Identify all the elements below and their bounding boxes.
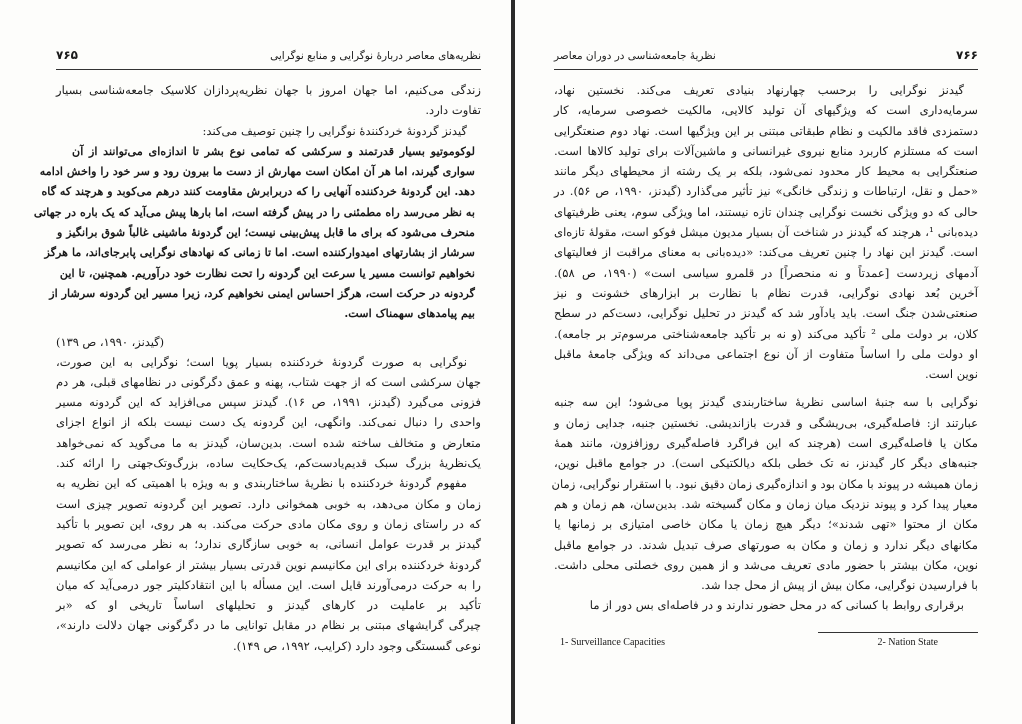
- text-line: «حمل و نقل، ارتباطات و زندگی خانگی» نیز تأثیر می‌گذارد (گیدنز، ۱۹۹۰، ص ۵۶). در: [554, 184, 978, 199]
- left-page-header: [56, 48, 481, 70]
- text-line: او دولت ملی را اساساً متفاوت از آن نوع اجتماعی می‌داند که ویژگی جامعهٔ ماقبل: [554, 346, 978, 361]
- text-line: زندگی می‌کنیم، اما جهان امروز با جهان نظریه‌پردازان کلاسیک جامعه‌شناسی بسیار: [56, 83, 481, 97]
- left-body-text: [56, 352, 481, 656]
- text-line: آخرین بُعد نهادی نوگرایی، قدرت نظام با نظارت بر ابزارهای خشونت و نیز: [554, 285, 978, 300]
- text-line: جنبه‌های دیگر کار گیدنز، نه تک خطی بلکه دیالکتیکی است). در جوامع ماقبل نوین،: [554, 456, 978, 471]
- text-line: فزونی می‌گیرد (گیدنز، ۱۹۹۱، ص ۱۶). گیدنز سپس می‌افزاید که این گردونه مسیر: [56, 395, 481, 410]
- text-line: چیرگی گرایشهای مبتنی بر نظام در مقابل توانایی ما در دگرگونی جهان دلالت دارند»،: [56, 618, 481, 633]
- text-line: زمان همیشه در پیوند با مکان بود و اندازه‌گیری زمان دقیق نبود. با استقرار نوگرایی، زمان: [551, 476, 978, 491]
- text-line: جهان سرکشی است که از جهت شتاب، پهنه و عمق دگرگونی در نظامهای قبلی، هر دم: [56, 374, 481, 389]
- left-running-title: نظریه‌های معاصر دربارهٔ نوگرایی و منابع نوگرایی: [270, 50, 481, 62]
- text-line: مکان از محتوا «تهی شدند»؛ دیگر هیچ زمان یا مکان خاصی امتیازی بر زمانها یا: [554, 517, 978, 532]
- right-page: [514, 0, 1022, 724]
- text-line: نوگرایی با سه جنبهٔ اساسی نظریهٔ ساختاربندی گیدنز پویا می‌شود؛ این سه جنبه: [554, 395, 978, 410]
- quote-line: دهد. این گردونهٔ خردکننده آنهایی را که دربرابرش مقاومت کنند درهم می‌کوبد و هرچند که گاه: [41, 184, 475, 199]
- text-line: است. گیدنز این نهاد را چنین تعریف می‌کند: «دیده‌بانی به معنای مراقبت از فعالیتهای: [554, 245, 978, 260]
- text-line: است که مستلزم کاربرد منابع نیروی غیرانسانی و ماشین‌آلات برای تولید کالاها است.: [554, 143, 978, 158]
- text-line: مکانهای دیگر ندارد و زمان و مکان به صورتهای صرف تبدیل شدند. در جوامع ماقبل: [554, 537, 978, 552]
- text-line: نوگرایی به صورت گردونهٔ خردکننده بسیار پویا است؛ نوگرایی به این صورت،: [56, 354, 467, 369]
- footnotes: [554, 637, 978, 648]
- text-line: معیار پیدا کرد و پیوند نزدیک میان زمان و مکان گسیخته شد. بدین‌سان، هم زمان و هم: [554, 496, 978, 511]
- quote-citation: (گیدنز، ۱۹۹۰، ص ۱۳۹): [56, 334, 165, 349]
- footnote-1: 1- Surveillance Capacities: [560, 636, 665, 648]
- quote-line: لوکوموتیو بسیار قدرتمند و سرکشی که تمامی نوع بشر تا اندازه‌ای می‌توانند از آن: [72, 143, 475, 158]
- footnote-2: 2- Nation State: [877, 636, 938, 648]
- text-line: گیدنز بر قدرت عوامل انسانی، به خوبی سازگاری ندارد؛ به نظر می‌رسد که تصویر: [56, 537, 481, 552]
- quote-line: نخواهیم توانست مسیر یا سرعت این گردونه را تحت نظارت خود درآوریم. همچنین، تا این: [59, 265, 475, 280]
- text-line: نوین، مکان بیشتر با حضور مادی تعریف می‌شد و از همین روی خصلتی محلی داشت.: [554, 557, 978, 572]
- text-line: گیدنز نوگرایی را برحسب چهارنهاد بنیادی تعریف می‌کند. نخستین نهاد،: [554, 83, 964, 97]
- quote-line: سواری گیرند، اما هر آن امکان است مهارش از دست ما بیرون رود و سر خود را واخش ادامه: [39, 164, 475, 179]
- text-line: آدمهای زیردست [عمدتاً و نه منحصراً] در قلمرو سیاسی است» (۱۹۹۰، ص ۵۸).: [554, 265, 978, 280]
- quote-line: منحرف می‌شود که برای ما قابل پیش‌بینی نیست؛ این گردونهٔ ماشینی غالباً شوق برانگیز و: [56, 225, 475, 240]
- text-line: تأکید بر عاملیت در کارهای گیدنز و تحلیلهای اساساً تاریخی او که «بر: [56, 598, 481, 613]
- text-line: زمان و مکان می‌دهد، به خوبی همخوانی دارد. تصویر این گردونه تصویر چیزی است: [56, 496, 481, 511]
- text-line: برقراری روابط با کسانی که در محل حضور ندارند و در فاصله‌ای بس دور از ما: [589, 598, 964, 613]
- quote-line: سرشار از بشارتهای امیدوارکننده است. اما تا زمانی که نهادهای نوگرایی پابرجای‌اند، ما هرگز: [44, 245, 475, 260]
- text-line: دیده‌بانی ¹، هرچند که گیدنز در شناخت آن بسیار مدیون میشل فوکو است، مقولهٔ تازه‌ای: [554, 225, 979, 240]
- text-line: سرمایه‌داری است که ویژگیهای آن تولید کالایی، مالکیت خصوصی سرمایه، کار: [554, 103, 978, 118]
- right-paragraph-2: [551, 392, 978, 595]
- right-paragraph-3: [554, 595, 978, 615]
- text-line: تفاوت دارد.: [425, 103, 481, 118]
- quote-line: بیم پیامدهای سهمناک است.: [344, 306, 475, 321]
- text-line: یک‌نظریهٔ بزرگ سبک قدیم‌یادست‌کم، یک‌حکایت ساده، بزرگ‌وتک‌جهتی را ارائه کند.: [56, 456, 481, 471]
- text-line: واحدی را دنبال نمی‌کند. وانگهی، این گردونه یک دست نیست بلکه از انواع اجزای: [56, 415, 481, 430]
- text-line: صنعتگرایی به محیط کار محدود نمی‌شود، بلکه بر یک رشته از محیطهای دیگر مانند: [554, 164, 978, 179]
- left-intro-paragraph: [56, 80, 481, 121]
- text-line: کلان، بر دولت ملی ² تأکید می‌کند (و نه بر تأکید جامعه‌شناختی مرسوم‌تر بر جامعه).: [554, 326, 978, 341]
- text-line: با فرارسیدن نوگرایی، مکان بیش از پیش از محل جدا شد.: [701, 578, 978, 593]
- right-paragraph-1: [554, 80, 978, 384]
- text-line: متعارض و متخالف ساخته شده است. بدین‌سان، گیدنز به ما می‌گوید که نمی‌خواهد: [56, 435, 481, 450]
- text-line: گیدنز گردونهٔ خردکنندهٔ نوگرایی را چنین توصیف می‌کند:: [202, 123, 467, 138]
- left-page-number: ۷۶۵: [56, 48, 78, 62]
- text-line: که در راستای زمان و روی مکان مادی حرکت می‌کند. به هر روی، این تصویر با تأکید: [56, 516, 481, 531]
- text-line: گردونهٔ خردکننده برای این مکانیسم نوین قدرتی بسیار بیشتر از عواملی که این مکانیسم: [56, 557, 481, 572]
- left-quote-lead: [56, 121, 481, 141]
- right-page-number: ۷۶۶: [956, 48, 978, 62]
- text-line: صنعتی‌شدن جنگ است. باید یادآور شد که گیدنز در تحلیل نوگرایی، دست‌کم در سطح: [554, 306, 978, 321]
- quote-line: گردونه در حرکت است، هرگز احساس ایمنی نخواهیم کرد، زیرا مسیر این گردونه سرشار از: [49, 285, 475, 300]
- right-running-title: نظریهٔ جامعه‌شناسی در دوران معاصر: [554, 50, 716, 62]
- text-line: مفهوم گردونهٔ خردکننده با نظریهٔ ساختاربندی و به ویژه با اهمیتی که این نظریه به: [56, 476, 467, 491]
- text-line: را به حرکت درمی‌آورند قایل است. این مسأله با این انتقادکلیتر جور درمی‌آید که میان: [56, 577, 481, 592]
- text-line: مکان یا فاصله‌گیری است (هرچند که این فراگرد فاصله‌گیری روزافزون، مانند همهٔ: [554, 436, 978, 451]
- text-line: حالی که دو ویژگی نخست نوگرایی چندان تازه نیستند، اما ویژگی سوم، یعنی ظرفیتهای: [554, 204, 978, 219]
- right-page-header: [554, 48, 978, 70]
- text-line: عبارتند از: فاصله‌گیری، بی‌ریشگی و قدرت بازاندیشی. نخستین جنبه، جدایی زمان و: [554, 415, 978, 430]
- block-quote: [33, 141, 481, 324]
- footnote-rule: [818, 632, 978, 633]
- text-line: نوین است.: [925, 367, 978, 382]
- text-line: نوعی گسستگی وجود دارد (کرایب، ۱۹۹۲، ص ۱۴۹).: [232, 638, 481, 653]
- quote-line: به نظر می‌رسد راه مطمئنی را در پیش گرفته است، اما بارها پیش می‌آید که یک باره در جهاتی: [33, 204, 475, 219]
- text-line: دستمزدی فاقد مالکیت و نظام طبقاتی مبتنی بر این ویژگیها است. نهاد دوم صنعتگرایی: [554, 123, 978, 138]
